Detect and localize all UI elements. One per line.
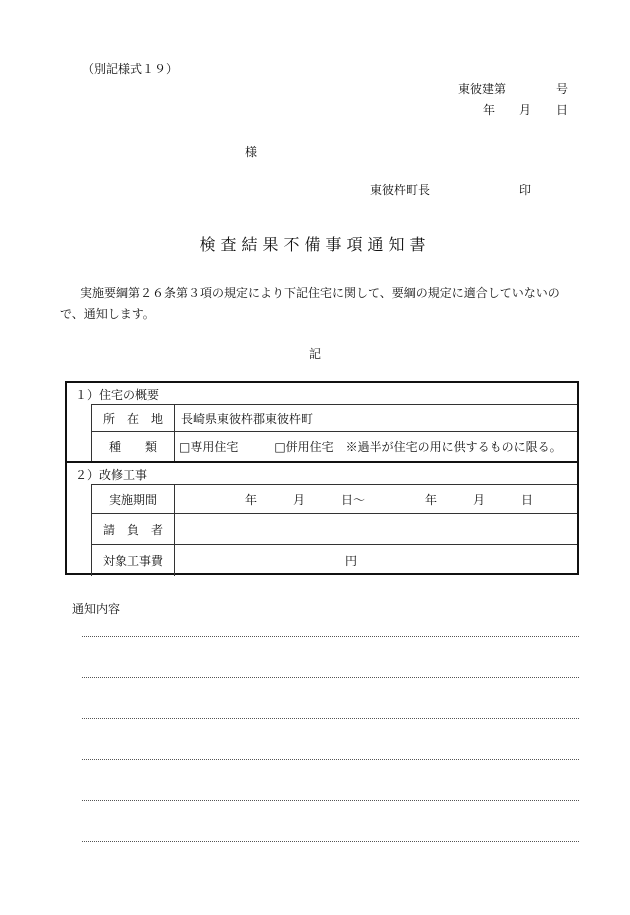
table-row-contractor	[91, 513, 577, 545]
date-year: 年	[483, 103, 496, 117]
table-row-cost	[91, 544, 577, 576]
notice-line[interactable]	[82, 718, 579, 719]
cost-value[interactable]: 円	[345, 554, 358, 568]
table-row-period	[91, 484, 577, 514]
location-label: 所 在 地	[91, 405, 175, 432]
notice-line[interactable]	[82, 677, 579, 678]
type-value[interactable]: □専用住宅 □併用住宅 ※過半が住宅の用に供するものに限る。	[179, 440, 562, 454]
location-value[interactable]: 長崎県東彼杵郡東彼杵町	[181, 412, 314, 426]
section1-heading: １）住宅の概要	[75, 388, 160, 402]
document-number-label: 東彼建第	[458, 82, 507, 96]
table-row-type	[91, 431, 577, 461]
date-day: 日	[556, 103, 569, 117]
notice-line[interactable]	[82, 759, 579, 760]
notice-line[interactable]	[82, 841, 579, 842]
body-text: 実施要綱第２６条第３項の規定により下記住宅に関して、要綱の規定に適合していないので、通知します。	[60, 286, 560, 321]
period-label: 実施期間	[91, 485, 175, 514]
date-month: 月	[519, 103, 532, 117]
form-table	[65, 381, 579, 575]
document-number-suffix: 号	[556, 82, 569, 96]
ki-marker: 記	[308, 347, 321, 361]
contractor-label: 請 負 者	[91, 514, 175, 545]
document-title: 検査結果不備事項通知書	[199, 235, 431, 254]
notice-label: 通知内容	[72, 602, 121, 616]
section-divider	[67, 461, 577, 463]
issuer-name: 東彼杵町長	[370, 183, 431, 197]
seal-mark: 印	[519, 183, 532, 197]
cost-label: 対象工事費	[91, 545, 175, 576]
form-code: （別記様式１９）	[82, 62, 179, 76]
notice-line[interactable]	[82, 636, 579, 637]
recipient-suffix: 様	[245, 145, 258, 159]
notice-line[interactable]	[82, 800, 579, 801]
type-label: 種 類	[91, 432, 175, 461]
table-row-location	[91, 404, 577, 432]
section2-heading: ２）改修工事	[75, 468, 148, 482]
period-value[interactable]: 年 月 日～ 年 月 日	[245, 493, 534, 507]
